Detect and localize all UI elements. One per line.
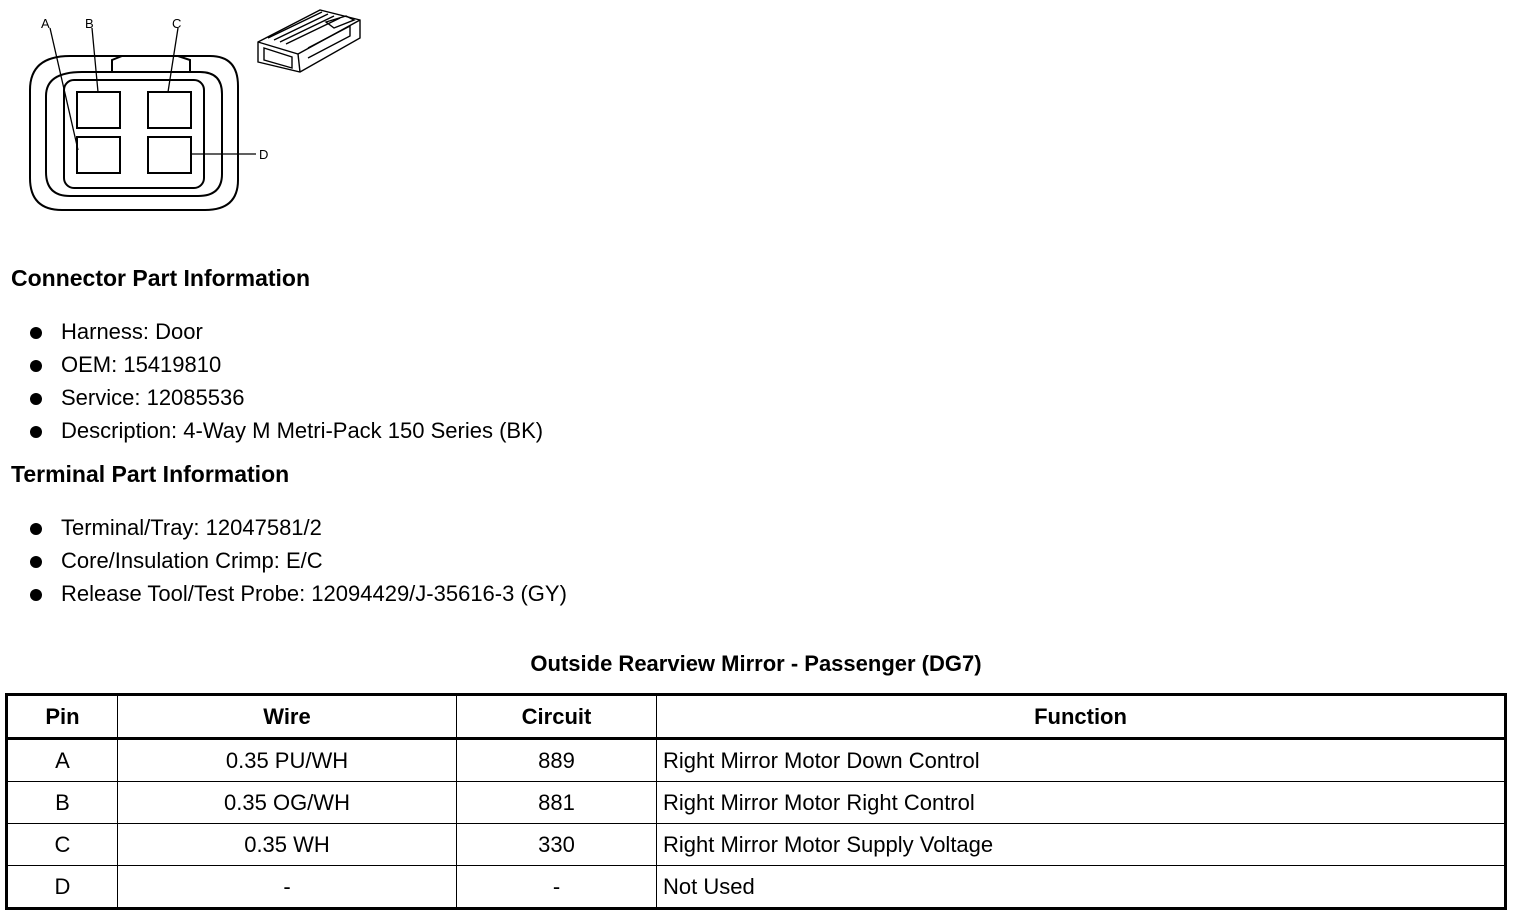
table-row — [7, 824, 1506, 866]
pin-label-d: D — [259, 147, 269, 162]
cell-function: Right Mirror Motor Down Control — [657, 739, 1506, 782]
list-item — [30, 546, 567, 579]
connector-info-title: Connector Part Information — [11, 265, 311, 291]
cell-circuit: 330 — [457, 824, 657, 866]
cell-circuit: - — [457, 866, 657, 909]
table-row — [7, 739, 1506, 782]
list-item-text: Service: 12085536 — [61, 385, 245, 410]
header-wire: Wire — [118, 695, 457, 739]
cavity-b — [77, 92, 120, 128]
pin-table — [5, 693, 1507, 910]
pin-label-c: C — [172, 16, 182, 31]
table-header-row — [7, 695, 1506, 739]
cell-pin: B — [7, 782, 118, 824]
bullet-icon — [30, 426, 42, 438]
bullet-icon — [30, 556, 42, 568]
list-item-text: Core/Insulation Crimp: E/C — [61, 548, 323, 573]
list-item — [30, 383, 543, 416]
cavity-a — [77, 137, 120, 173]
cell-circuit: 881 — [457, 782, 657, 824]
list-item — [30, 416, 543, 449]
table-row — [7, 866, 1506, 909]
terminal-info-title: Terminal Part Information — [11, 461, 290, 487]
cell-function: Not Used — [657, 866, 1506, 909]
list-item — [30, 579, 567, 612]
connector-info-list — [30, 317, 543, 449]
cell-function: Right Mirror Motor Right Control — [657, 782, 1506, 824]
bullet-icon — [30, 393, 42, 405]
list-item-text: Description: 4-Way M Metri-Pack 150 Series (BK) — [61, 418, 544, 443]
cell-pin: C — [7, 824, 118, 866]
bullet-icon — [30, 360, 42, 372]
cell-wire: - — [118, 866, 457, 909]
pin-label-a: A — [41, 16, 50, 31]
list-item-text: Terminal/Tray: 12047581/2 — [61, 515, 322, 540]
cell-wire: 0.35 PU/WH — [118, 739, 457, 782]
table-row — [7, 782, 1506, 824]
housing-inner — [46, 72, 222, 196]
bullet-icon — [30, 523, 42, 535]
table-title: Outside Rearview Mirror - Passenger (DG7) — [530, 651, 982, 676]
list-item — [30, 317, 543, 350]
header-function: Function — [657, 695, 1506, 739]
connector-face-diagram — [0, 0, 280, 220]
pin-label-b: B — [85, 16, 94, 31]
cell-pin: D — [7, 866, 118, 909]
cell-wire: 0.35 WH — [118, 824, 457, 866]
bullet-icon — [30, 589, 42, 601]
inner-cavity — [64, 80, 204, 188]
cell-function: Right Mirror Motor Supply Voltage — [657, 824, 1506, 866]
latch-tab — [112, 56, 190, 72]
header-circuit: Circuit — [457, 695, 657, 739]
cavity-c — [148, 92, 191, 128]
list-item-text: Release Tool/Test Probe: 12094429/J-35616-3 (GY) — [61, 581, 567, 606]
leader-b — [92, 28, 98, 92]
leader-c — [168, 28, 178, 92]
list-item-text: Harness: Door — [61, 319, 203, 344]
terminal-info-list — [30, 513, 567, 612]
list-item-text: OEM: 15419810 — [61, 352, 222, 377]
bullet-icon — [30, 327, 42, 339]
header-pin: Pin — [7, 695, 118, 739]
cell-wire: 0.35 OG/WH — [118, 782, 457, 824]
cell-pin: A — [7, 739, 118, 782]
cavity-d — [148, 137, 191, 173]
connector-3d-illustration — [250, 2, 370, 82]
cell-circuit: 889 — [457, 739, 657, 782]
list-item — [30, 350, 543, 383]
list-item — [30, 513, 567, 546]
